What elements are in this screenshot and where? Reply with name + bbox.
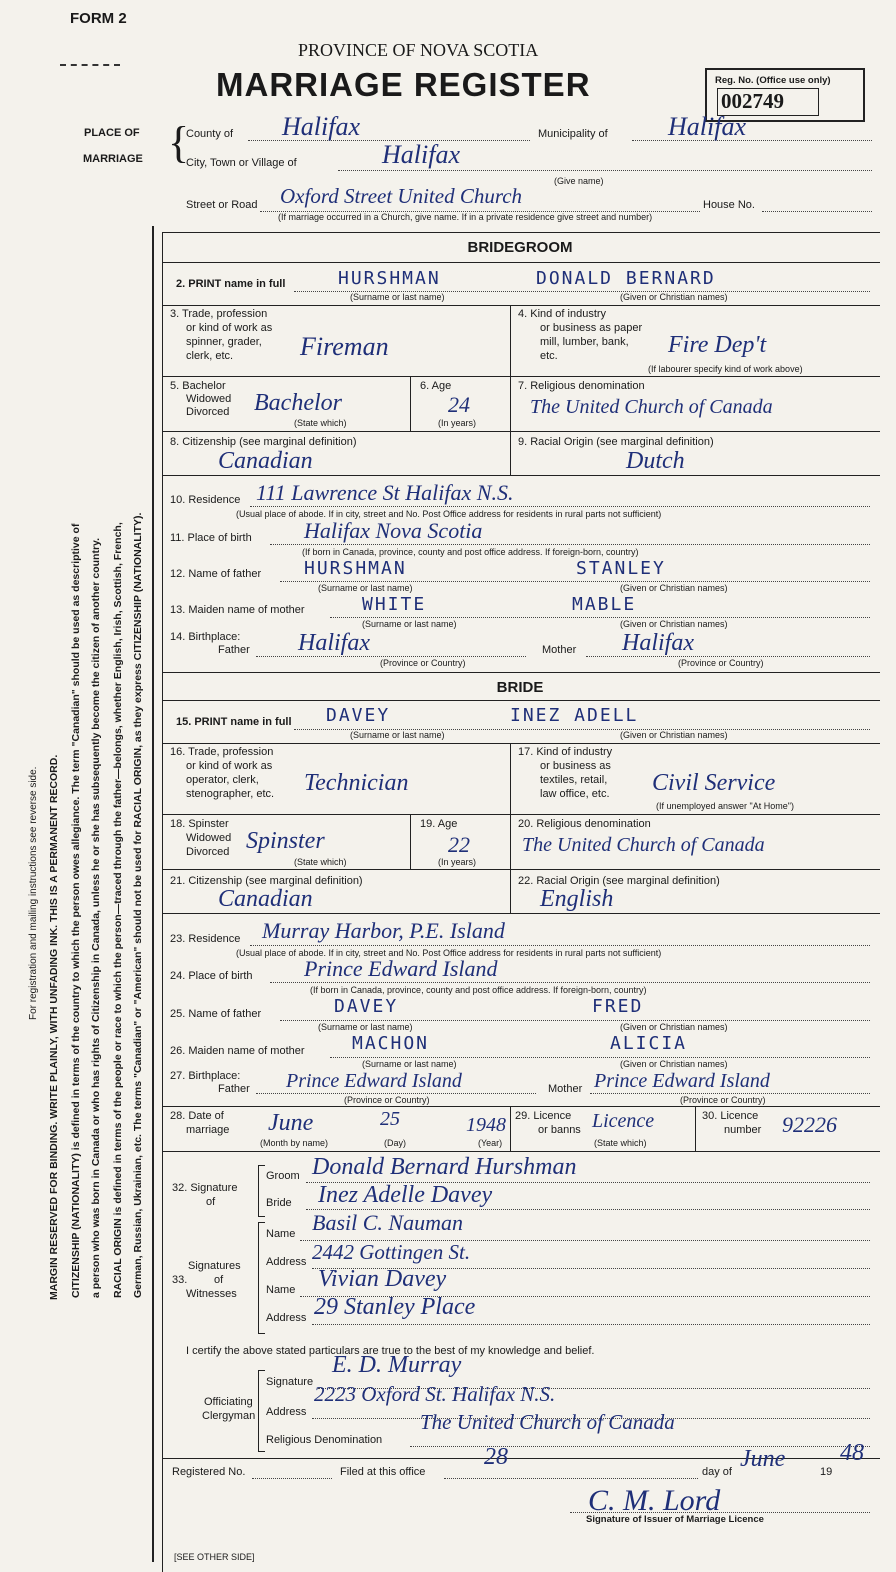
surname-hint: (Surname or last name) xyxy=(350,292,445,302)
groom-birthplace-label: 11. Place of birth xyxy=(170,532,252,544)
bride-trade: Technician xyxy=(304,770,409,796)
bride-industry-l4: law office, etc. xyxy=(540,788,610,800)
groom-status-l3: Divorced xyxy=(186,406,230,418)
county-value: Halifax xyxy=(282,112,360,141)
groom-citizenship-label: 8. Citizenship (see marginal definition) xyxy=(170,436,357,448)
bride-given: INEZ ADELL xyxy=(510,705,639,726)
licence-type-l1: 29. Licence xyxy=(515,1110,572,1122)
clergy-address: 2223 Oxford St. Halifax N.S. xyxy=(314,1382,556,1406)
groom-religion-label: 7. Religious denomination xyxy=(518,380,645,392)
clergy-bracket xyxy=(258,1370,265,1452)
groom-industry-l3: mill, lumber, bank, xyxy=(540,336,629,348)
bride-industry-l2: or business as xyxy=(540,760,611,772)
form-number: FORM 2 xyxy=(70,10,127,27)
groom-birthplace-line xyxy=(270,544,870,545)
groom-mother-given: MABLE xyxy=(572,594,637,615)
groom-mother-surname: WHITE xyxy=(362,594,427,615)
marriage-date-l2: marriage xyxy=(186,1124,230,1136)
county-label: County of xyxy=(186,128,234,140)
prov-hint: (Province or Country) xyxy=(344,1095,430,1105)
groom-trade-l3: spinner, grader, xyxy=(186,336,262,348)
give-name-hint: (Give name) xyxy=(554,176,604,186)
bride-birthplaces-l2: Father xyxy=(218,1083,250,1095)
groom-name-label: 2. PRINT name in full xyxy=(176,278,286,290)
w2-address-label: Address xyxy=(266,1312,307,1324)
groom-industry-l4: etc. xyxy=(540,350,558,362)
bride-residence-hint: (Usual place of abode. If in city, street and No. Post Office address for residents in rural parts not sufficient) xyxy=(236,948,662,958)
w1-address-label: Address xyxy=(266,1256,307,1268)
witness-bracket xyxy=(258,1222,265,1334)
bride-father-line xyxy=(280,1020,870,1021)
prov-hint: (Province or Country) xyxy=(380,658,466,668)
groom-residence: 111 Lawrence St Halifax N.S. xyxy=(256,480,514,505)
bride-mother-label: 26. Maiden name of mother xyxy=(170,1045,305,1057)
see-other-side: [SEE OTHER SIDE] xyxy=(174,1552,255,1562)
row-divider xyxy=(162,743,880,744)
groom-trade-l4: clerk, etc. xyxy=(186,350,234,362)
bridegroom-heading: BRIDEGROOM xyxy=(467,239,573,256)
state-which-hint: (State which) xyxy=(294,857,347,867)
w2-name-label: Name xyxy=(266,1284,296,1296)
place-brace: { xyxy=(168,118,190,167)
municipality-value: Halifax xyxy=(668,112,746,141)
groom-sig-label: Groom xyxy=(266,1170,300,1182)
bride-mother-surname: MACHON xyxy=(352,1033,430,1054)
groom-father-birth: Halifax xyxy=(298,630,370,656)
groom-age-label: 6. Age xyxy=(420,380,452,392)
bride-trade-l3: operator, clerk, xyxy=(186,774,259,786)
w2-name: Vivian Davey xyxy=(318,1266,447,1292)
bride-residence-label: 23. Residence xyxy=(170,933,241,945)
bride-industry-l1: 17. Kind of industry xyxy=(518,746,613,758)
bride-sig-label: Bride xyxy=(266,1197,292,1209)
row-divider xyxy=(162,376,880,377)
groom-trade-l1: 3. Trade, profession xyxy=(170,308,268,320)
licence-number-l2: number xyxy=(724,1124,762,1136)
surname-hint: (Surname or last name) xyxy=(362,1059,457,1069)
street-label: Street or Road xyxy=(186,199,258,211)
col-divider xyxy=(510,1106,511,1151)
bride-mother-birth-line xyxy=(590,1093,870,1094)
clergy-denomination: The United Church of Canada xyxy=(420,1410,675,1434)
form-title: MARRIAGE REGISTER xyxy=(216,66,591,103)
marriage-year: 1948 xyxy=(466,1114,506,1136)
given-hint: (Given or Christian names) xyxy=(620,583,728,593)
row-divider xyxy=(162,869,880,870)
groom-father-birth-line xyxy=(256,656,526,657)
day-of-label: day of xyxy=(702,1466,732,1478)
bride-signature: Inez Adelle Davey xyxy=(318,1182,493,1208)
groom-trade-l2: or kind of work as xyxy=(186,322,273,334)
officiating-l2: Clergyman xyxy=(202,1410,256,1422)
municipality-label: Municipality of xyxy=(538,128,608,140)
given-hint: (Given or Christian names) xyxy=(620,1059,728,1069)
surname-hint: (Surname or last name) xyxy=(318,583,413,593)
city-label: City, Town or Village of xyxy=(186,157,297,169)
bride-industry-hint: (If unemployed answer "At Home") xyxy=(656,801,794,811)
bride-trade-l2: or kind of work as xyxy=(186,760,273,772)
groom-status-l2: Widowed xyxy=(186,393,232,405)
w1-name: Basil C. Nauman xyxy=(312,1210,463,1235)
licence-number: 92226 xyxy=(782,1112,837,1137)
groom-mother-birth: Halifax xyxy=(622,630,694,656)
bride-heading: BRIDE xyxy=(496,679,544,696)
groom-racial-label: 9. Racial Origin (see marginal definition) xyxy=(518,436,714,448)
clergy-address-label: Address xyxy=(266,1406,307,1418)
pencil-mark xyxy=(60,64,120,66)
year-suffix: 48 xyxy=(840,1440,864,1466)
col-divider xyxy=(510,743,511,913)
bride-name-label: 15. PRINT name in full xyxy=(176,716,292,728)
bride-birthplaces-l1: 27. Birthplace: xyxy=(170,1070,241,1082)
groom-surname: HURSHMAN xyxy=(338,268,441,289)
groom-father-given: STANLEY xyxy=(576,558,666,579)
groom-mother-label: 13. Maiden name of mother xyxy=(170,604,305,616)
w2-address: 29 Stanley Place xyxy=(314,1294,476,1320)
marriage-day: 25 xyxy=(380,1108,400,1130)
marriage-label: MARRIAGE xyxy=(83,153,143,165)
sig-label-l2: of xyxy=(206,1196,216,1208)
city-line xyxy=(338,170,872,171)
bride-residence: Murray Harbor, P.E. Island xyxy=(262,918,505,943)
bride-citizenship-label: 21. Citizenship (see marginal definition) xyxy=(170,875,363,887)
sig-bracket xyxy=(258,1165,265,1217)
in-years-hint: (In years) xyxy=(438,418,477,428)
bride-surname: DAVEY xyxy=(326,705,391,726)
groom-residence-hint: (Usual place of abode. If in city, street and No. Post Office address for residents in rural parts not sufficient) xyxy=(236,509,662,519)
groom-birthplace-hint: (If born in Canada, province, county and post office address. If foreign-born, country) xyxy=(302,547,639,557)
filed-month: June xyxy=(740,1446,786,1472)
bride-birthplace: Prince Edward Island xyxy=(304,956,498,981)
w2-address-line xyxy=(312,1324,870,1325)
clergy-sig-label: Signature xyxy=(266,1376,314,1388)
bride-racial: English xyxy=(540,886,614,912)
form-left-border xyxy=(162,232,163,1572)
filed-label: Filed at this office xyxy=(340,1466,426,1478)
margin-line-6: German, Russian, Ukrainian, etc. The terms "Canadian" or "American" should not be used for RACIAL ORIGIN, as they express CITIZENSHIP (NATIONALITY). xyxy=(132,512,144,1298)
reg-number-label: Reg. No. (Office use only) xyxy=(715,75,831,86)
row-divider xyxy=(162,262,880,263)
prov-hint: (Province or Country) xyxy=(680,1095,766,1105)
registered-line xyxy=(252,1478,332,1479)
groom-residence-label: 10. Residence xyxy=(170,494,241,506)
groom-birthplace: Halifax Nova Scotia xyxy=(304,518,483,543)
w1-address: 2442 Gottingen St. xyxy=(312,1240,471,1264)
given-hint: (Given or Christian names) xyxy=(620,619,728,629)
sig-label-l1: 32. Signature xyxy=(172,1182,238,1194)
licence-number-l1: 30. Licence xyxy=(702,1110,759,1122)
filed-line xyxy=(444,1478,698,1479)
surname-hint: (Surname or last name) xyxy=(362,619,457,629)
margin-line-4: a person who was born in Canada or who has rights of Citizenship in Canada, unless he or she has subsequently become the citizen of another country. xyxy=(90,537,102,1298)
groom-status-l1: 5. Bachelor xyxy=(170,380,226,392)
year-hint: (Year) xyxy=(478,1138,503,1148)
licence-type-l2: or banns xyxy=(538,1124,581,1136)
bride-religion-label: 20. Religious denomination xyxy=(518,818,651,830)
bride-father-birth: Prince Edward Island xyxy=(286,1070,462,1092)
col-divider xyxy=(410,814,411,869)
witness-label-l2: of xyxy=(214,1274,224,1286)
bride-status-l1: 18. Spinster xyxy=(170,818,229,830)
day-hint: (Day) xyxy=(384,1138,406,1148)
groom-signature: Donald Bernard Hurshman xyxy=(312,1154,577,1180)
clergy-denom-line xyxy=(410,1446,870,1447)
groom-industry-hint: (If labourer specify kind of work above) xyxy=(648,364,803,374)
bride-mother-given: ALICIA xyxy=(610,1033,688,1054)
col-divider xyxy=(510,305,511,475)
bride-father-given: FRED xyxy=(592,996,644,1017)
state-which-hint: (State which) xyxy=(294,418,347,428)
bride-birthplace-hint: (If born in Canada, province, county and post office address. If foreign-born, country) xyxy=(310,985,647,995)
w1-name-label: Name xyxy=(266,1228,296,1240)
reg-number: 002749 xyxy=(721,89,784,113)
year-prefix: 19 xyxy=(820,1466,833,1478)
surname-hint: (Surname or last name) xyxy=(318,1022,413,1032)
witness-label-l1: Signatures xyxy=(188,1260,241,1272)
in-years-hint: (In years) xyxy=(438,857,477,867)
row-divider xyxy=(162,305,880,306)
state-which-hint: (State which) xyxy=(594,1138,647,1148)
row-divider xyxy=(162,700,880,701)
certify-text: I certify the above stated particulars are true to the best of my knowledge and belief. xyxy=(186,1345,595,1357)
groom-given: DONALD BERNARD xyxy=(536,268,716,289)
bride-religion: The United Church of Canada xyxy=(522,834,765,856)
street-value: Oxford Street United Church xyxy=(280,184,523,208)
bride-industry-l3: textiles, retail, xyxy=(540,774,608,786)
row-divider xyxy=(162,814,880,815)
margin-line-3: CITIZENSHIP (NATIONALITY) is defined in terms of the country to which the person owes allegiance. The term "Canadian" should be used as descriptive of xyxy=(70,523,82,1298)
bride-trade-l1: 16. Trade, profession xyxy=(170,746,274,758)
officiating-l1: Officiating xyxy=(204,1396,253,1408)
filed-day: 28 xyxy=(484,1444,508,1470)
bride-industry: Civil Service xyxy=(652,770,776,796)
groom-industry: Fire Dep't xyxy=(668,332,767,358)
bride-citizenship: Canadian xyxy=(218,886,313,912)
form-top-border xyxy=(162,232,880,233)
prov-hint: (Province or Country) xyxy=(678,658,764,668)
witness-label-l3: Witnesses xyxy=(186,1288,237,1300)
groom-residence-line xyxy=(250,506,870,507)
bride-father-label: 25. Name of father xyxy=(170,1008,262,1020)
bride-mother-line xyxy=(330,1057,870,1058)
groom-father-line xyxy=(280,581,870,582)
row-divider xyxy=(162,431,880,432)
section-divider xyxy=(162,672,880,673)
province-heading: PROVINCE OF NOVA SCOTIA xyxy=(298,40,539,60)
groom-racial: Dutch xyxy=(626,448,685,474)
bride-birthplace-label: 24. Place of birth xyxy=(170,970,253,982)
groom-status: Bachelor xyxy=(254,390,342,416)
bride-status-l3: Divorced xyxy=(186,846,230,858)
groom-mother-line xyxy=(330,617,870,618)
bride-status-l2: Widowed xyxy=(186,832,232,844)
groom-age: 24 xyxy=(448,392,470,417)
bride-father-birth-line xyxy=(256,1093,536,1094)
clergy-signature: E. D. Murray xyxy=(332,1352,462,1378)
groom-father-surname: HURSHMAN xyxy=(304,558,407,579)
house-line xyxy=(762,211,872,212)
marriage-month: June xyxy=(268,1110,314,1136)
groom-birthplaces-l2: Father xyxy=(218,644,250,656)
bride-trade-l4: stenographer, etc. xyxy=(186,788,275,800)
issuer-label: Signature of Issuer of Marriage Licence xyxy=(586,1514,764,1525)
groom-mother-birth-label: Mother xyxy=(542,644,577,656)
month-hint: (Month by name) xyxy=(260,1138,329,1148)
street-hint: (If marriage occurred in a Church, give name. If in a private residence give street and number) xyxy=(278,212,653,222)
groom-citizenship: Canadian xyxy=(218,448,313,474)
margin-line-1: For registration and mailing instructions see reverse side. xyxy=(28,766,39,1020)
city-value: Halifax xyxy=(382,140,460,169)
given-hint: (Given or Christian names) xyxy=(620,292,728,302)
binding-margin-line xyxy=(152,226,154,1562)
surname-hint: (Surname or last name) xyxy=(350,730,445,740)
given-hint: (Given or Christian names) xyxy=(620,1022,728,1032)
registered-label: Registered No. xyxy=(172,1466,246,1478)
marriage-date-l1: 28. Date of xyxy=(170,1110,224,1122)
given-hint: (Given or Christian names) xyxy=(620,730,728,740)
bride-age: 22 xyxy=(448,832,470,857)
row-divider xyxy=(162,913,880,914)
groom-industry-l2: or business as paper xyxy=(540,322,643,334)
groom-birthplaces-l1: 14. Birthplace: xyxy=(170,631,241,643)
col-divider xyxy=(410,376,411,431)
row-divider xyxy=(162,1151,880,1152)
groom-father-label: 12. Name of father xyxy=(170,568,262,580)
margin-line-5: RACIAL ORIGIN is defined in terms of the people or race to which the person—traced through the father—belongs, whether English, Irish, Scottish, French, xyxy=(112,522,124,1298)
place-of-label: PLACE OF xyxy=(84,127,140,139)
margin-line-2: MARGIN RESERVED FOR BINDING. WRITE PLAINLY, WITH UNFADING INK. THIS IS A PERMANENT RECORD. xyxy=(48,754,60,1300)
bride-mother-birth: Prince Edward Island xyxy=(594,1070,770,1092)
row-divider xyxy=(162,1106,880,1107)
bride-age-label: 19. Age xyxy=(420,818,458,830)
witness-label-num: 33. xyxy=(172,1274,188,1286)
row-divider xyxy=(162,475,880,476)
issuer-signature: C. M. Lord xyxy=(588,1484,721,1517)
house-label: House No. xyxy=(703,199,755,211)
bride-racial-label: 22. Racial Origin (see marginal definition) xyxy=(518,875,720,887)
bride-residence-line xyxy=(250,945,870,946)
groom-trade: Fireman xyxy=(300,332,389,361)
col-divider xyxy=(695,1106,696,1151)
issuer-line xyxy=(570,1512,870,1513)
groom-religion: The United Church of Canada xyxy=(530,396,773,418)
licence-type: Licence xyxy=(592,1110,655,1132)
bride-birthplace-line xyxy=(270,982,870,983)
clergy-denom-label: Religious Denomination xyxy=(266,1434,383,1446)
bride-father-surname: DAVEY xyxy=(334,996,399,1017)
groom-industry-l1: 4. Kind of industry xyxy=(518,308,607,320)
bride-status: Spinster xyxy=(246,828,325,854)
bride-mother-birth-label: Mother xyxy=(548,1083,583,1095)
